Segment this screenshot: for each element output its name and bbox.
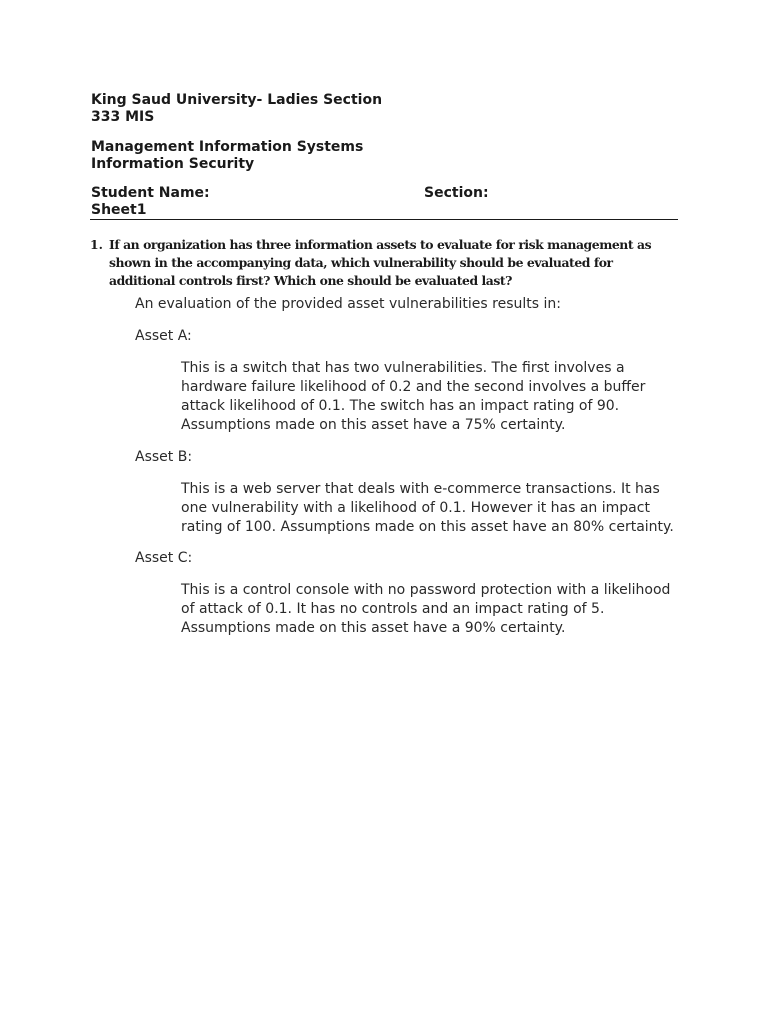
course-topic: Information Security [91, 156, 255, 172]
asset-c-label: Asset C: [135, 550, 193, 566]
sheet-label: Sheet1 [91, 202, 147, 218]
question-number: 1. [90, 237, 103, 252]
student-name-label: Student Name: [91, 185, 210, 201]
asset-b-description: This is a web server that deals with e-commerce transactions. It has one vulnerability with a likelihood of 0.1. However it has an impact rating of 100. Assumptions made on this asset have an 80% certainty. [181, 481, 674, 535]
section-label: Section: [424, 185, 489, 201]
university-name: King Saud University- Ladies Section [91, 92, 383, 108]
asset-a-label: Asset A: [135, 328, 192, 344]
asset-c-description: This is a control console with no password protection with a likelihood of attack of 0.1. It has no controls and an impact rating of 5. Assumptions made on this asset have a 90% certainty. [181, 582, 671, 636]
header-divider [90, 219, 678, 220]
asset-b-label: Asset B: [135, 449, 193, 465]
question-text: If an organization has three information assets to evaluate for risk management as shown in the accompanying data, which vulnerability should be evaluated for additional controls first? Which one should be evaluated last? [109, 237, 652, 288]
course-code: 333 MIS [91, 109, 155, 125]
answer-intro: An evaluation of the provided asset vulnerabilities results in: [135, 296, 561, 312]
course-name: Management Information Systems [91, 139, 364, 155]
asset-a-description: This is a switch that has two vulnerabilities. The first involves a hardware failure likelihood of 0.2 and the second involves a buffer attack likelihood of 0.1. The switch has an impact rating of 90. Assumptions made on this asset have a 75% certainty. [181, 360, 646, 433]
